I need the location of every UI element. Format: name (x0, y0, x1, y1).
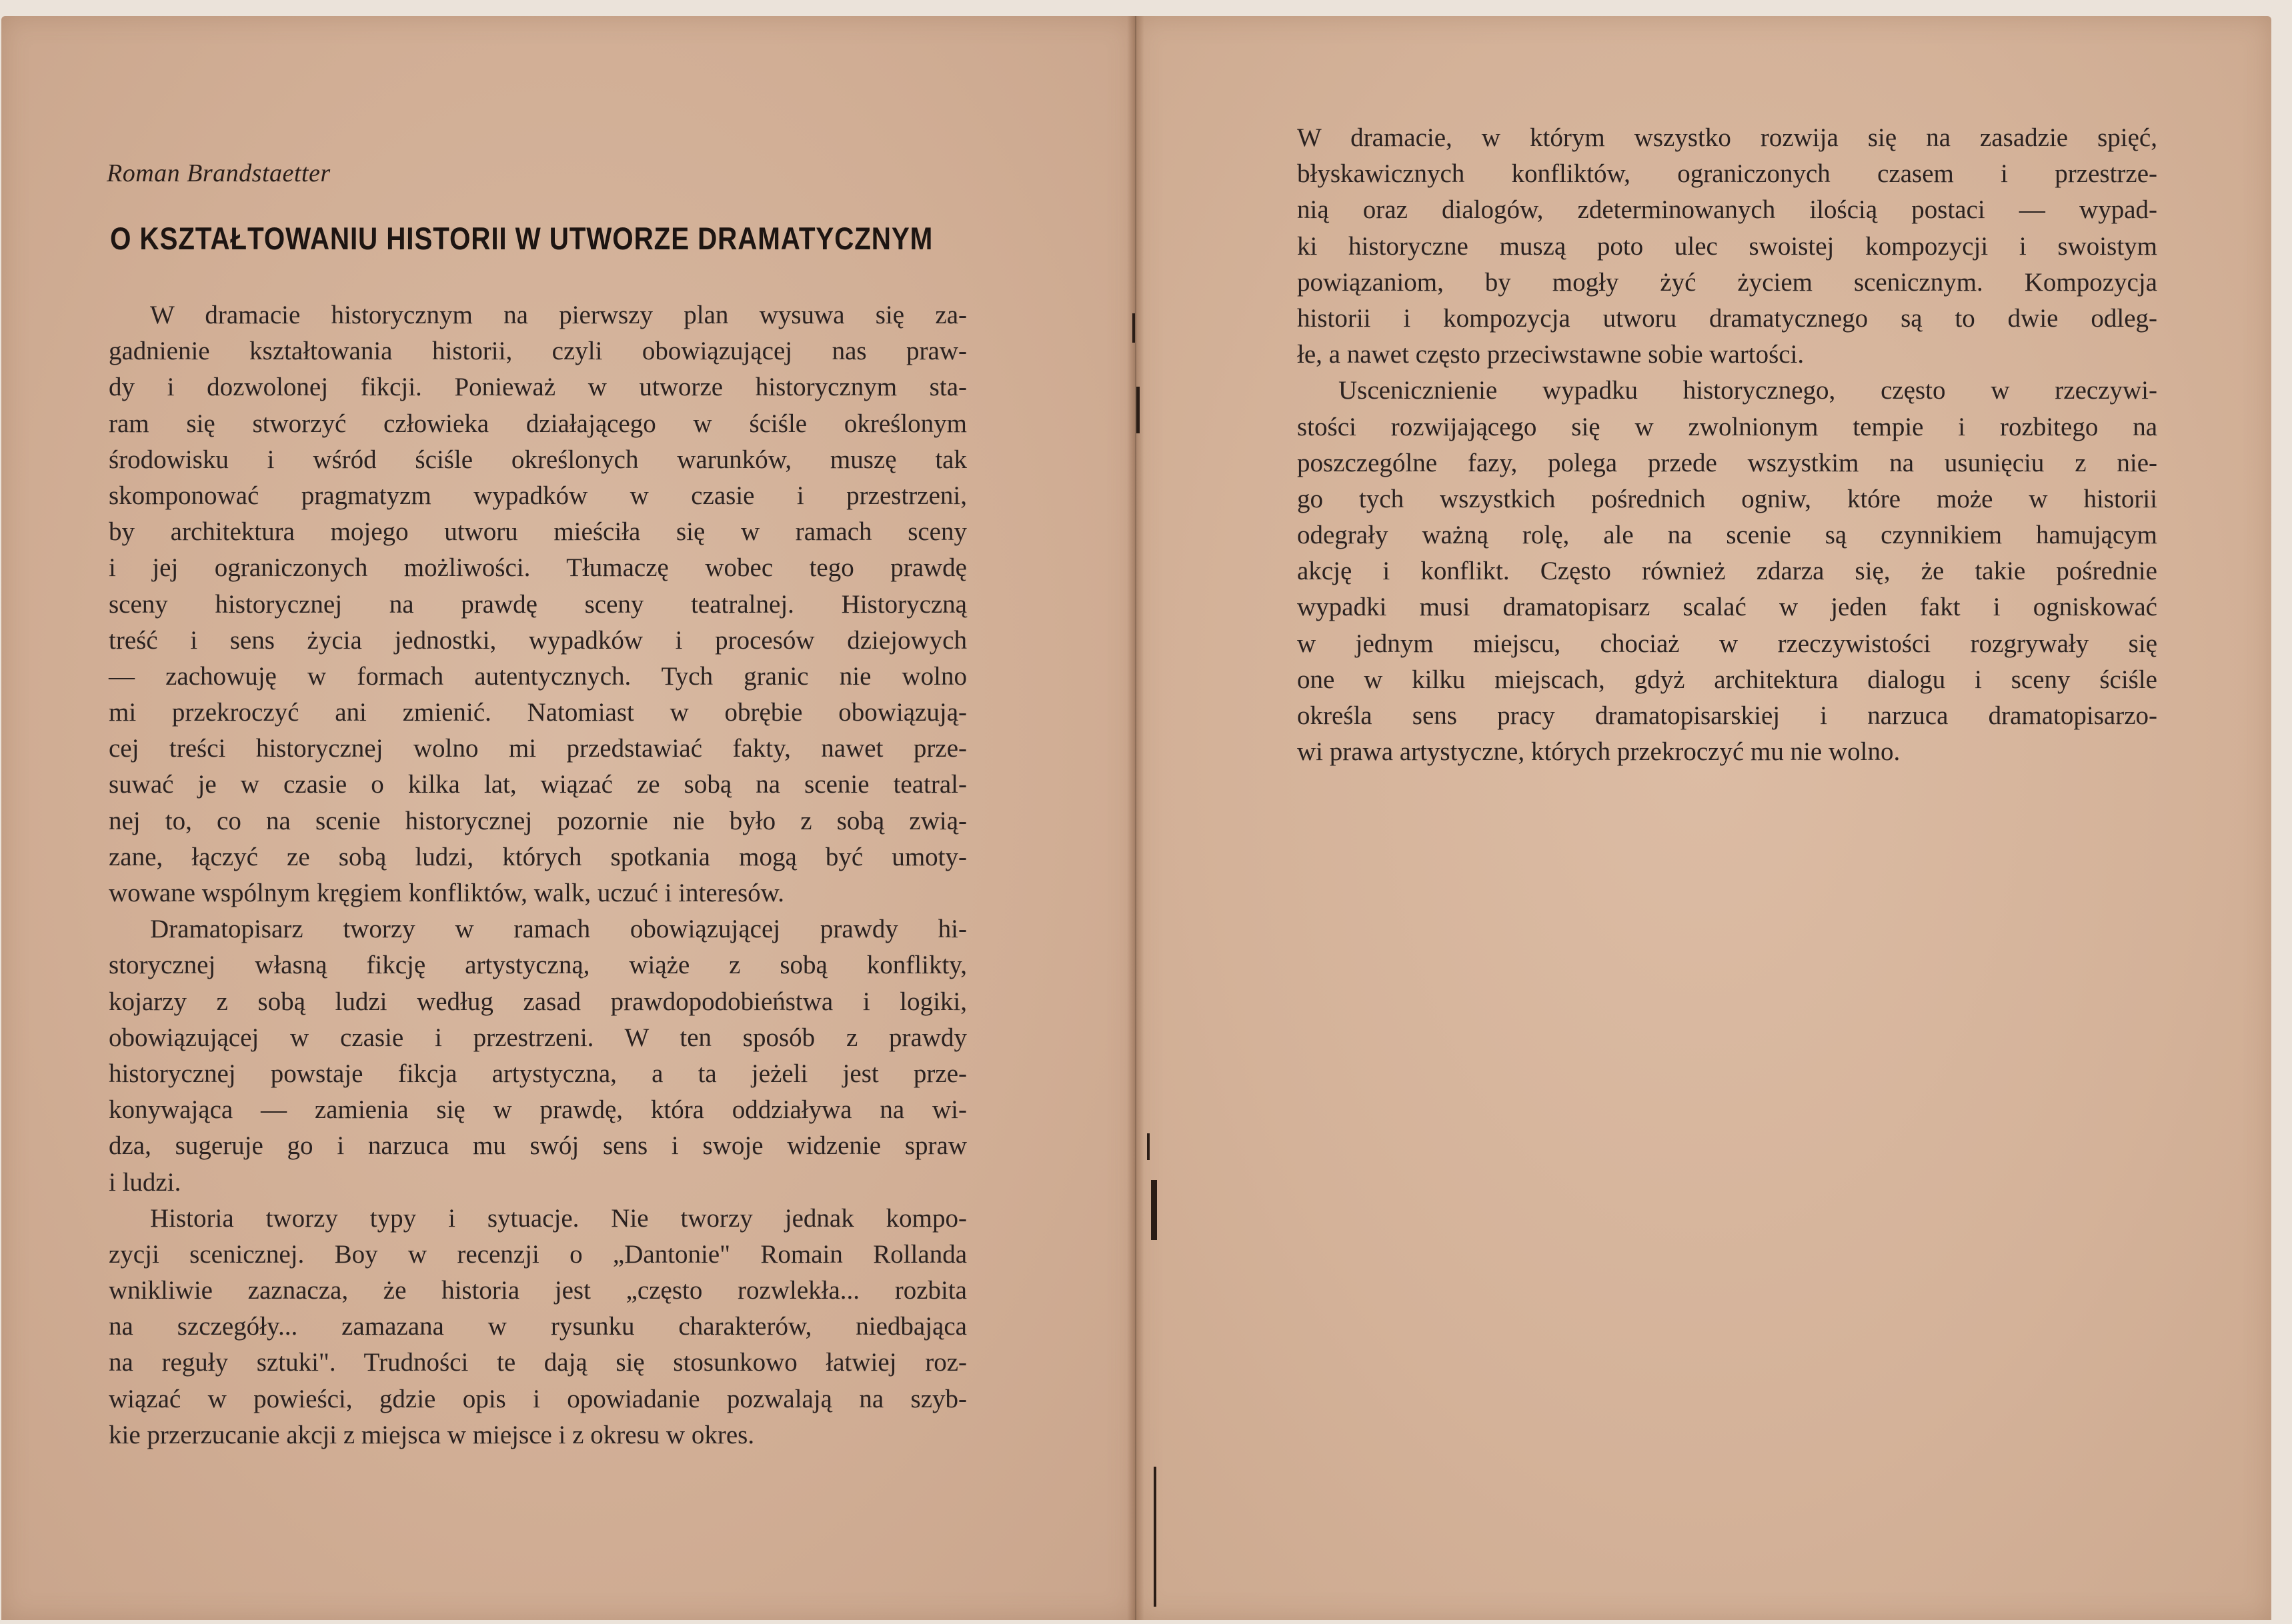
text-line: ram się stworzyć człowieka działającego w ściśle określonym (109, 409, 967, 438)
text-line: wypadki musi dramatopisarz scalać w jeden fakt i ogniskować (1297, 593, 2157, 622)
text-line: zycji scenicznej. Boy w recenzji o „Dantonie" Romain Rollanda (109, 1239, 967, 1269)
left-text-column (109, 297, 967, 1453)
text-line: odegrały ważną rolę, ale na scenie są czynnikiem hamującym (1297, 521, 2157, 550)
text-line: akcję i konflikt. Często również zdarza się, że takie pośrednie (1297, 557, 2157, 586)
text-line: wi prawa artystyczne, których przekroczyć mu nie wolno. (1297, 737, 1901, 767)
text-line: dy i dozwolonej fikcji. Ponieważ w utworze historycznym sta- (109, 373, 967, 402)
gutter-mark (1132, 313, 1135, 343)
gutter-mark (1136, 387, 1140, 433)
text-line: sceny historycznej na prawdę sceny teatralnej. Historyczną (109, 589, 967, 619)
text-line: treść i sens życia jednostki, wypadków i procesów dziejowych (109, 625, 967, 655)
text-line: suwać je w czasie o kilka lat, wiązać ze sobą na scenie teatral- (109, 770, 967, 799)
text-line: W dramacie, w którym wszystko rozwija się na zasadzie spięć, (1297, 123, 2157, 152)
text-line: błyskawicznych konfliktów, ograniczonych czasem i przestrze- (1297, 159, 2157, 189)
right-text-column (1297, 120, 2157, 770)
text-line: środowisku i wśród ściśle określonych warunków, muszę tak (109, 445, 967, 474)
text-line: łe, a nawet często przeciwstawne sobie wartości. (1297, 340, 1805, 369)
text-line: określa sens pracy dramatopisarskiej i narzuca dramatopisarzo- (1297, 701, 2157, 730)
text-line: na szczegóły... zamazana w rysunku charakterów, niedbająca (109, 1312, 967, 1341)
text-line: wnikliwie zaznacza, że historia jest „często rozwlekła... rozbita (109, 1276, 967, 1305)
gutter-mark (1147, 1133, 1150, 1160)
text-line: — zachowuję w formach autentycznych. Tych granic nie wolno (109, 661, 967, 691)
gutter-mark (1154, 1467, 1156, 1607)
book-gutter (1127, 16, 1144, 1620)
author-name: Roman Brandstaetter (107, 159, 331, 187)
text-line: na reguły sztuki". Trudności te dają się stosunkowo łatwiej roz- (109, 1348, 967, 1377)
text-line: poszczególne fazy, polega przede wszystkim na usunięciu z nie- (1297, 448, 2157, 477)
text-line: cej treści historycznej wolno mi przedstawiać fakty, nawet prze- (109, 734, 967, 763)
text-line: go tych wszystkich pośrednich ogniw, które może w historii (1297, 484, 2157, 513)
text-line: W dramacie historycznym na pierwszy plan wysuwa się za- (150, 301, 967, 329)
text-line: skomponować pragmatyzm wypadków w czasie i przestrzeni, (109, 481, 967, 510)
text-line: Dramatopisarz tworzy w ramach obowiązującej prawdy hi- (150, 915, 967, 944)
text-line: Uscenicznienie wypadku historycznego, często w rzeczywi- (1338, 376, 2157, 405)
text-line: mi przekroczyć ani zmienić. Natomiast w obrębie obowiązują- (109, 698, 967, 727)
text-line: ki historyczne muszą poto ulec swoistej kompozycji i swoistym (1297, 231, 2157, 261)
text-line: konywająca — zamienia się w prawdę, która oddziaływa na wi- (109, 1095, 967, 1125)
text-line: wiązać w powieści, gdzie opis i opowiadanie pozwalają na szyb- (109, 1384, 967, 1413)
text-line: historii i kompozycja utworu dramatycznego są to dwie odleg- (1297, 303, 2157, 333)
text-line: w jednym miejscu, chociaż w rzeczywistości rozgrywały się (1297, 629, 2157, 658)
text-line: gadnienie kształtowania historii, czyli obowiązującej nas praw- (109, 337, 967, 366)
text-line: kie przerzucanie akcji z miejsca w miejsce i z okresu w okres. (109, 1420, 755, 1449)
text-line: i ludzi. (109, 1167, 181, 1197)
text-line: kojarzy z sobą ludzi według zasad prawdopodobieństwa i logiki, (109, 987, 967, 1016)
text-line: by architektura mojego utworu mieściła się w ramach sceny (109, 517, 967, 547)
text-line: nej to, co na scenie historycznej pozornie nie było z sobą zwią- (109, 806, 967, 835)
text-line: dza, sugeruje go i narzuca mu swój sens i swoje widzenie spraw (109, 1131, 967, 1161)
text-line: obowiązującej w czasie i przestrzeni. W ten sposób z prawdy (109, 1023, 967, 1052)
text-line: nią oraz dialogów, zdeterminowanych ilością postaci — wypad- (1297, 195, 2157, 225)
text-line: stości rozwijającego się w zwolnionym tempie i rozbitego na (1297, 412, 2157, 441)
article-title: O KSZTAŁTOWANIU HISTORII W UTWORZE DRAMATYCZNYM (110, 221, 934, 256)
text-line: zane, łączyć ze sobą ludzi, których spotkania mogą być umoty- (109, 842, 967, 871)
text-line: historycznej powstaje fikcja artystyczna, a ta jeżeli jest prze- (109, 1059, 967, 1088)
text-line: one w kilku miejscach, gdyż architektura dialogu i sceny ściśle (1297, 665, 2157, 694)
text-line: Historia tworzy typy i sytuacje. Nie tworzy jednak kompo- (150, 1203, 967, 1233)
text-line: storycznej własną fikcję artystyczną, wiąże z sobą konflikty, (109, 951, 967, 980)
gutter-mark (1151, 1180, 1157, 1240)
text-line: i jej ograniczonych możliwości. Tłumaczę wobec tego prawdę (109, 553, 967, 583)
text-line: wowane wspólnym kręgiem konfliktów, walk, uczuć i interesów. (109, 879, 785, 907)
text-line: powiązaniom, by mogły żyć życiem scenicznym. Kompozycja (1297, 267, 2157, 297)
